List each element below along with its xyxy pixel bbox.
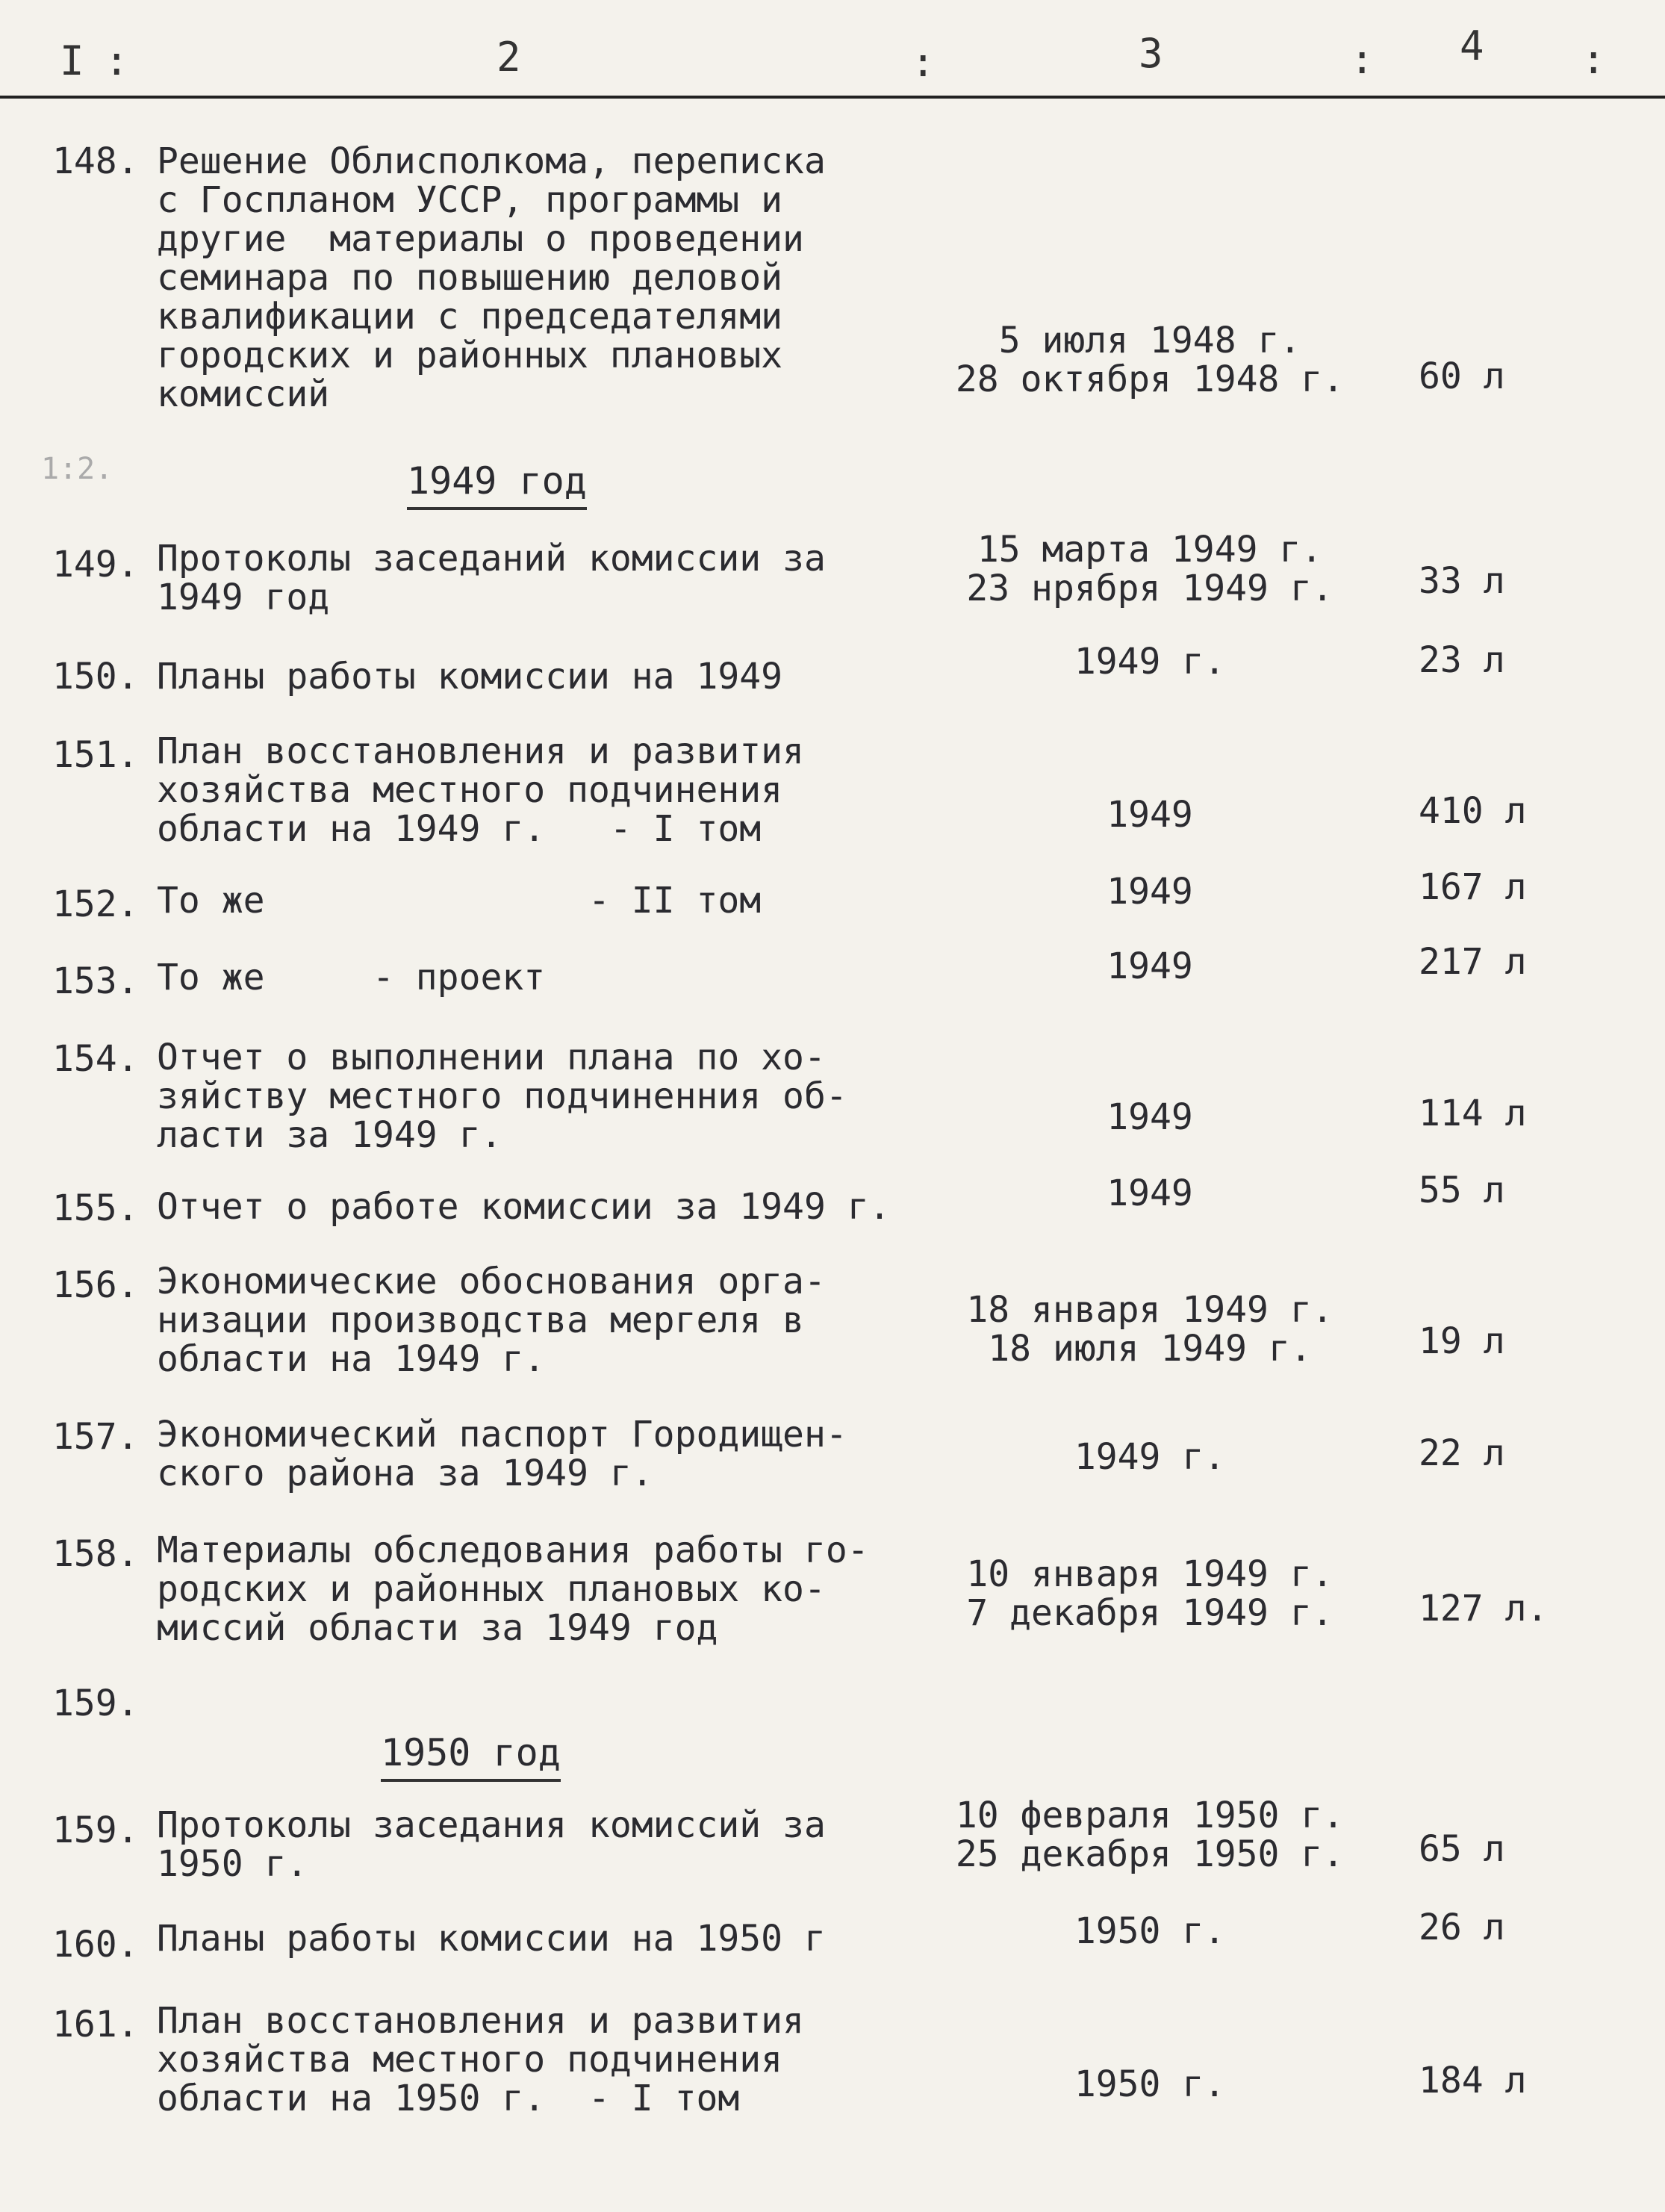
column-header-1: I — [60, 37, 84, 84]
entry-sheets: 217 л — [1419, 941, 1527, 983]
entry-title: Отчет о работе комиссии за 1949 г. — [157, 1186, 891, 1228]
entry-sheets: 65 л — [1419, 1828, 1505, 1870]
entry-number: 157. — [52, 1416, 139, 1458]
entry-sheets: 127 л. — [1419, 1588, 1549, 1630]
entry-dates: 1949 — [1107, 945, 1193, 987]
column-header-4: 4 — [1460, 22, 1484, 69]
year-label: 1949 год — [407, 459, 587, 503]
year-heading-1950 — [381, 1731, 561, 1782]
entry-number: 156. — [52, 1264, 139, 1306]
entry-number: 158. — [52, 1533, 139, 1575]
entry-dates: 5 июля 1948 г. 28 октября 1948 г. — [955, 320, 1345, 400]
column-separator: : — [1350, 36, 1375, 83]
entry-dates: 1949 — [1107, 1172, 1193, 1214]
column-separator: : — [105, 37, 129, 84]
entry-sheets: 60 л — [1419, 355, 1505, 397]
entry-sheets: 167 л — [1419, 866, 1527, 908]
entry-dates: 10 января 1949 г. 7 декабря 1949 г. — [966, 1553, 1333, 1634]
entry-dates: 10 февраля 1950 г. 25 декабря 1950 г. — [955, 1795, 1345, 1875]
entry-title: Решение Облисполкома, переписка с Госпланом УССР, программы и другие материалы о проведении семинара по повышению деловой квалификации с председателями городских и районных плановых комиссий — [157, 140, 826, 415]
entry-number: 159. — [52, 1683, 139, 1724]
year-underline — [407, 507, 587, 510]
entry-title: Протоколы заседания комиссий за 1950 г. — [157, 1804, 826, 1885]
entry-title: План восстановления и развития хозяйства местного подчинения области на 1950 г. - I том — [157, 2000, 804, 2119]
entry-number: 154. — [52, 1038, 139, 1080]
entry-sheets: 23 л — [1419, 639, 1505, 681]
entry-dates: 1949 г. — [1074, 641, 1226, 683]
year-heading-1949 — [407, 459, 587, 510]
entry-dates: 1950 г. — [1074, 2063, 1226, 2105]
entry-sheets: 19 л — [1419, 1320, 1505, 1362]
entry-number: 152. — [52, 883, 139, 925]
entry-number: 153. — [52, 960, 139, 1002]
year-underline — [381, 1779, 561, 1782]
stray-mark: 1:2. — [41, 452, 113, 486]
entry-number: 148. — [52, 140, 139, 182]
year-label: 1950 год — [381, 1731, 561, 1774]
entry-title: План восстановления и развития хозяйства местного подчинения области на 1949 г. - I том — [157, 730, 804, 850]
entry-number: 155. — [52, 1187, 139, 1229]
entry-number: 160. — [52, 1924, 139, 1966]
column-separator: : — [911, 39, 936, 86]
entry-number: 161. — [52, 2004, 139, 2045]
header-rule — [0, 96, 1665, 99]
entry-title: Экономические обоснования орга- низации производства мергеля в области на 1949 г. — [157, 1261, 826, 1380]
entry-title: Протоколы заседаний комиссии за 1949 год — [157, 538, 826, 618]
entry-dates: 1949 г. — [1074, 1436, 1226, 1478]
entry-dates: 1949 — [1107, 1096, 1193, 1138]
entry-dates: 15 марта 1949 г. 23 нрября 1949 г. — [966, 529, 1333, 609]
entry-sheets: 22 л — [1419, 1432, 1505, 1474]
entry-title: То же - II том — [157, 880, 762, 922]
entry-sheets: 26 л — [1419, 1907, 1505, 1948]
entry-number: 151. — [52, 734, 139, 776]
entry-sheets: 55 л — [1419, 1169, 1505, 1211]
entry-title: Отчет о выполнении плана по хо- зяйству местного подчиненния об- ласти за 1949 г. — [157, 1037, 847, 1156]
entry-number: 149. — [52, 544, 139, 585]
column-header-3: 3 — [1139, 30, 1163, 77]
entry-number: 150. — [52, 656, 139, 698]
entry-number: 159. — [52, 1809, 139, 1851]
entry-sheets: 33 л — [1419, 560, 1505, 602]
entry-sheets: 410 л — [1419, 790, 1527, 832]
column-header-2: 2 — [497, 34, 521, 81]
entry-title: Материалы обследования работы го- родских и районных плановых ко- миссий области за 1949 год — [157, 1529, 869, 1649]
entry-sheets: 114 л — [1419, 1093, 1527, 1134]
entry-dates: 1949 — [1107, 794, 1193, 836]
entry-title: То же - проект — [157, 957, 546, 998]
column-separator: : — [1581, 36, 1606, 83]
entry-title: Планы работы комиссии на 1950 г — [157, 1918, 826, 1960]
entry-dates: 1950 г. — [1074, 1910, 1226, 1952]
entry-dates: 1949 — [1107, 871, 1193, 913]
entry-dates: 18 января 1949 г. 18 июля 1949 г. — [966, 1289, 1333, 1370]
entry-sheets: 184 л — [1419, 2060, 1527, 2101]
entry-title: Экономический паспорт Городищен- ского района за 1949 г. — [157, 1414, 847, 1494]
entry-title: Планы работы комиссии на 1949 — [157, 656, 783, 698]
